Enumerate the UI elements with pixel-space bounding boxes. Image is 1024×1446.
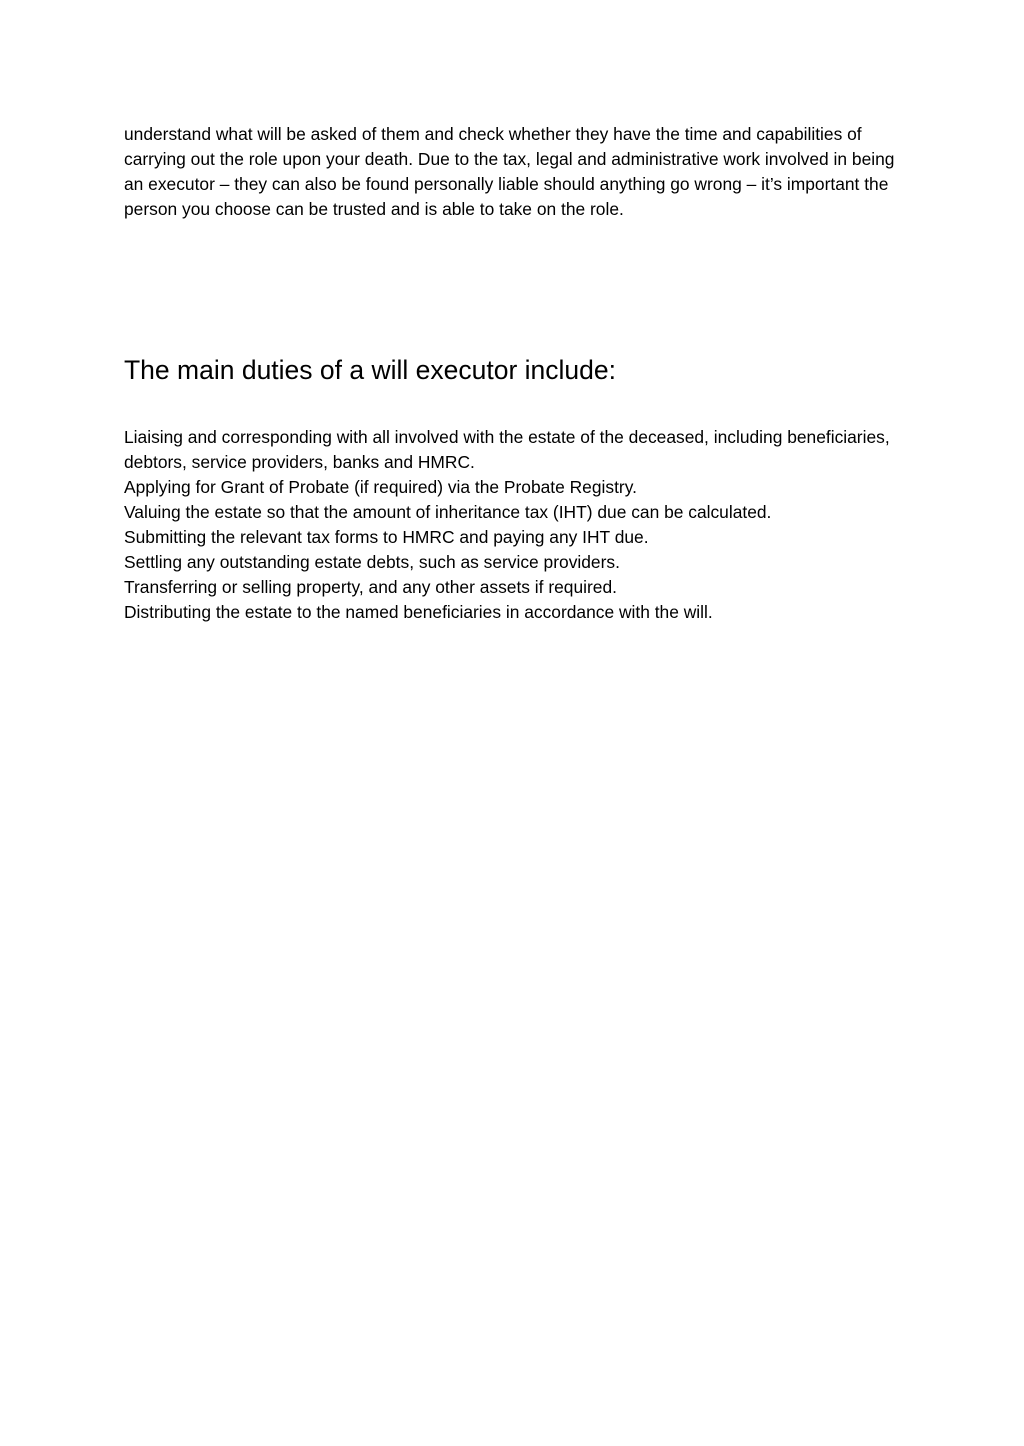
duty-item-distributing: Distributing the estate to the named beneficiaries in accordance with the will. bbox=[124, 602, 713, 622]
duty-item-probate: Applying for Grant of Probate (if required) via the Probate Registry. bbox=[124, 477, 637, 497]
duty-item-debts: Settling any outstanding estate debts, such as service providers. bbox=[124, 552, 620, 572]
intro-paragraph: understand what will be asked of them and check whether they have the time and capabilities of carrying out the role upon your death. Due to the tax, legal and administrative work involved in being an executor – they can also be found personally liable should anything go wrong – it’s important the person you choose can be trusted and is able to take on the role. bbox=[124, 124, 895, 219]
duties-list bbox=[124, 425, 904, 625]
duty-item-tax-forms: Submitting the relevant tax forms to HMRC and paying any IHT due. bbox=[124, 527, 649, 547]
duties-heading: The main duties of a will executor include: bbox=[124, 355, 616, 385]
duty-item-property: Transferring or selling property, and any other assets if required. bbox=[124, 577, 617, 597]
duty-item-valuing: Valuing the estate so that the amount of inheritance tax (IHT) due can be calculated. bbox=[124, 502, 772, 522]
duty-item-liaising: Liaising and corresponding with all involved with the estate of the deceased, including beneficiaries, debtors, service providers, banks and HMRC. bbox=[124, 427, 890, 472]
